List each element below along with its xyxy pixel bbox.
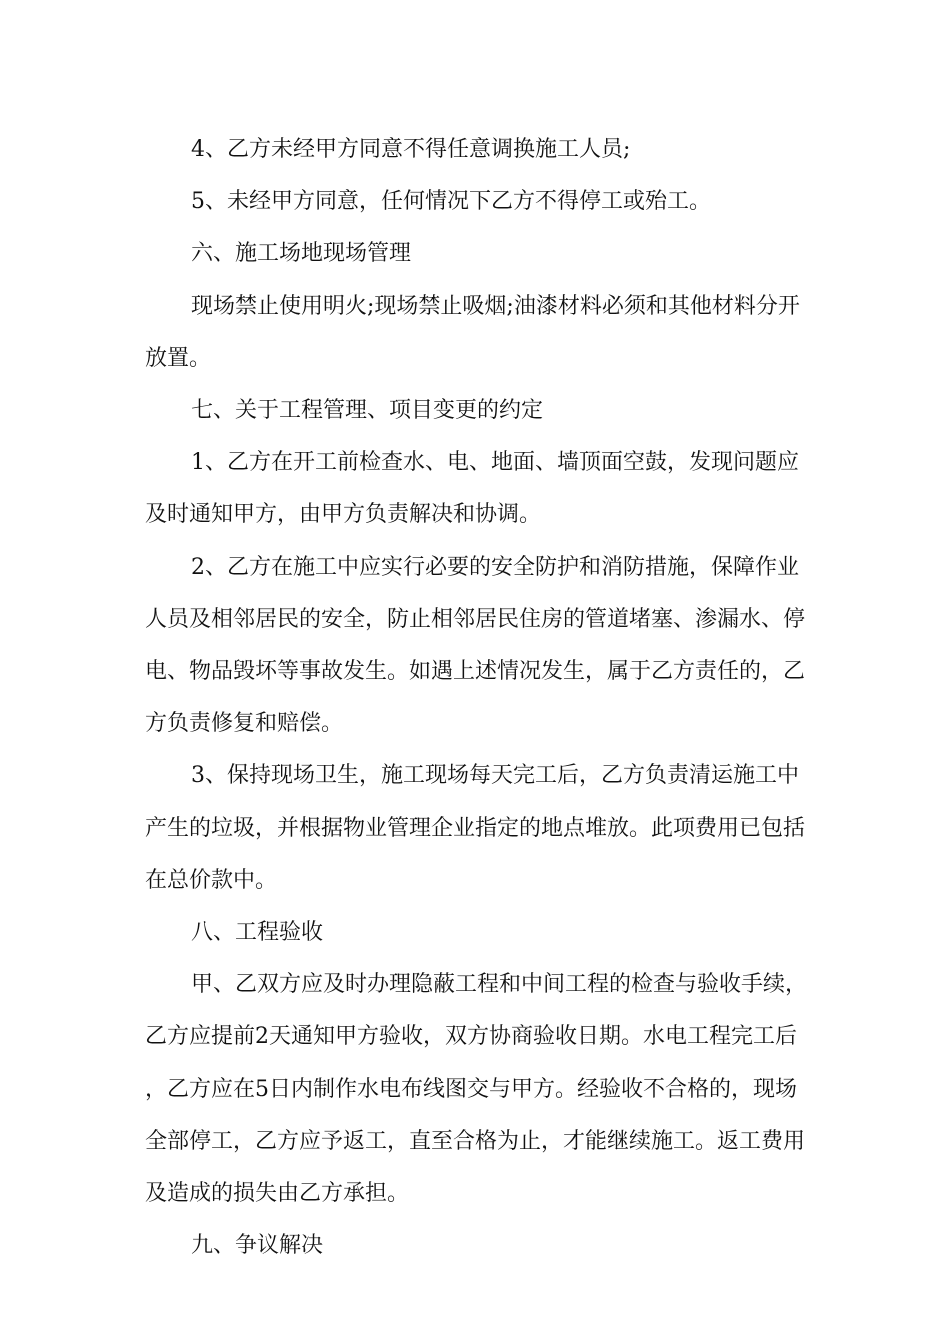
- section-6-paragraph: 现场禁止使用明火;现场禁止吸烟;油漆材料必须和其他材料分开放置。: [145, 293, 800, 371]
- clause-4-paragraph: 4、乙方未经甲方同意不得任意调换施工人员;: [191, 137, 631, 162]
- section-7-heading: 七、关于工程管理、项目变更的约定: [191, 398, 544, 424]
- section-7-clause-1: 1、乙方在开工前检查水、电、地面、墙顶面空鼓，发现问题应及时通知甲方，由甲方负责解决和协调。: [145, 450, 799, 528]
- clause-5-paragraph: 5、未经甲方同意，任何情况下乙方不得停工或殆工。: [191, 189, 711, 215]
- section-9-heading: 九、争议解决: [191, 1233, 324, 1259]
- document-body: [145, 124, 810, 1272]
- section-8-heading: 八、工程验收: [191, 920, 324, 946]
- section-6-heading: 六、施工场地现场管理: [191, 241, 412, 267]
- section-7-clause-3: 3、保持现场卫生，施工现场每天完工后，乙方负责清运施工中产生的垃圾，并根据物业管理企业指定的地点堆放。此项费用已包括在总价款中。: [145, 763, 806, 893]
- section-8-paragraph: 甲、乙双方应及时办理隐蔽工程和中间工程的检查与验收手续，乙方应提前2天通知甲方验收，双方协商验收日期。水电工程完工后，乙方应在5日内制作水电布线图交与甲方。经验收不合格的，现场全部停工，乙方应予返工，直至合格为止，才能继续施工。返工费用及造成的损失由乙方承担。: [145, 972, 808, 1207]
- section-7-clause-2: 2、乙方在施工中应实行必要的安全防护和消防措施，保障作业人员及相邻居民的安全，防止相邻居民住房的管道堵塞、渗漏水、停电、物品毁坏等事故发生。如遇上述情况发生，属于乙方责任的，乙方负责修复和赔偿。: [145, 554, 806, 737]
